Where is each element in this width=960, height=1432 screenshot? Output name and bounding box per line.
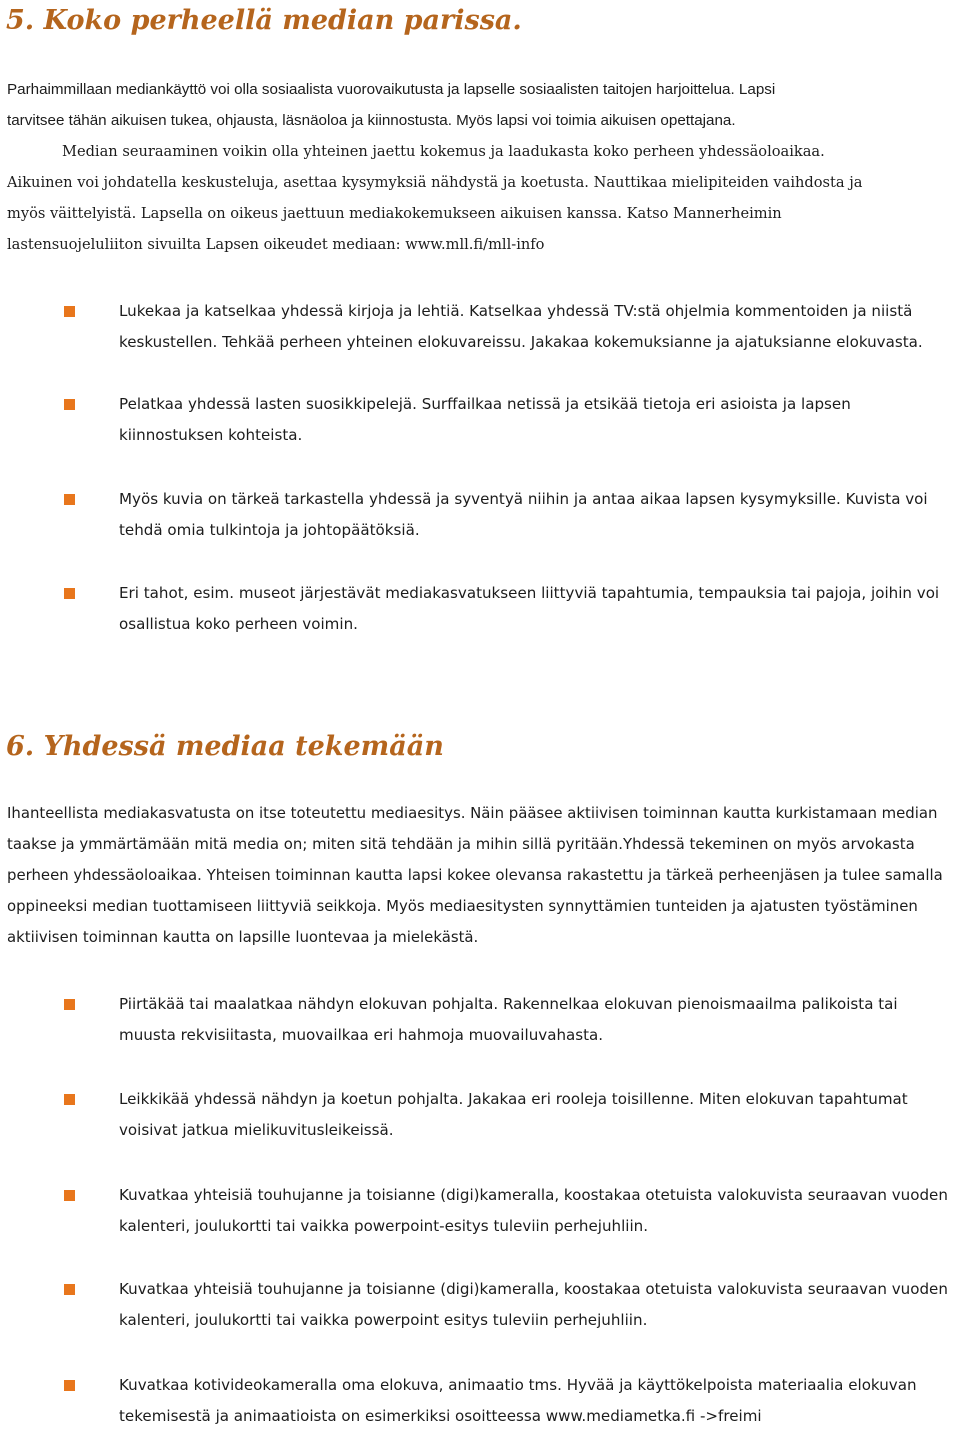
bullet-square-icon: [64, 399, 75, 410]
bullet-square-icon: [64, 1094, 75, 1105]
list-item-text: Piirtäkää tai maalatkaa nähdyn elokuvan pohjalta. Rakennelkaa elokuvan pienoismaailma palikoista tai muusta rekvisiitasta, muovailkaa eri hahmoja muovailuvahasta.: [119, 995, 898, 1044]
intro-line: Nauttikaa mielipiteiden vaihdosta ja: [588, 174, 863, 191]
list-item-text: Pelatkaa yhdessä lasten suosikkipelejä. Surffailkaa netissä ja etsikää tietoja eri asioista ja lapsen kiinnostuksen kohteista.: [119, 395, 851, 444]
list-item-text: Kuvatkaa kotivideokameralla oma elokuva, animaatio tms. Hyvää ja käyttökelpoista materiaalia elokuvan tekemisestä ja animaatioista on esimerkiksi osoitteessa www.mediametka.fi ->freimi: [119, 1376, 917, 1425]
list-item-text: Kuvatkaa yhteisiä touhujanne ja toisianne (digi)kameralla, koostakaa otetuista valokuvista seuraavan vuoden kalenteri, joulukortti tai vaikka powerpoint-esitys tuleviin perhejuhliin.: [119, 1186, 948, 1235]
list-item-text: Lukekaa ja katselkaa yhdessä kirjoja ja lehtiä. Katselkaa yhdessä TV:stä ohjelmia kommentoiden ja niistä keskustellen. Tehkää perheen yhteinen elokuvareissu. Jakakaa kokemuksianne ja ajatuksianne elokuvasta.: [119, 302, 923, 351]
list-item: [64, 1180, 959, 1242]
list-item: [64, 389, 959, 451]
list-item-text: Kuvatkaa yhteisiä touhujanne ja toisianne (digi)kameralla, koostakaa otetuista valokuvista seuraavan vuoden kalenteri, joulukortti tai vaikka powerpoint esitys tuleviin perhejuhliin.: [119, 1280, 948, 1329]
list-item: [64, 578, 959, 640]
bullet-square-icon: [64, 1284, 75, 1295]
bullet-square-icon: [64, 1190, 75, 1201]
intro-line: Lapsella on oikeus jaettuun mediakokemukseen aikuisen kanssa.: [136, 205, 623, 222]
list-item: [64, 296, 959, 358]
list-item-text: Myös kuvia on tärkeä tarkastella yhdessä ja syventyä niihin ja antaa aikaa lapsen kysymyksille. Kuvista voi tehdä omia tulkintoja ja johtopäätöksiä.: [119, 490, 928, 539]
bullet-square-icon: [64, 306, 75, 317]
bullet-square-icon: [64, 494, 75, 505]
section-6-paragraph: Ihanteellista mediakasvatusta on itse toteutettu mediaesitys. Näin pääsee aktiivisen toiminnan kautta kurkistamaan median taakse ja ymmärtämään mitä media on; miten sitä tehdään ja mihin sillä pyritään.Yhdessä tekeminen on myös arvokasta perheen yhdessäoloaikaa. Yhteisen toiminnan kautta lapsi kokee olevansa rakastettu ja tärkeä perheenjäsen ja tulee samalla oppineeksi median tuottamiseen liittyviä seikkoja. Myös mediaesitysten synnyttämien tunteiden ja ajatusten työstäminen aktiivisen toiminnan kautta on lapsille luontevaa ja mielekästä.: [7, 804, 943, 946]
section-5-heading: 5. Koko perheellä median parissa.: [6, 5, 522, 36]
bullet-square-icon: [64, 588, 75, 599]
section-5-intro: [7, 74, 957, 260]
intro-line: lastensuojeluliiton sivuilta Lapsen oikeudet mediaan: www.mll.fi/mll-info: [7, 236, 545, 253]
intro-line: Aikuinen voi johdatella keskusteluja, asettaa kysymyksiä nähdystä ja koetusta.: [7, 174, 589, 191]
section-6-heading: 6. Yhdessä mediaa tekemään: [6, 731, 444, 762]
list-item: [64, 1370, 959, 1432]
list-item-text: Eri tahot, esim. museot järjestävät mediakasvatukseen liittyviä tapahtumia, tempauksia tai pajoja, joihin voi osallistua koko perheen voimin.: [119, 584, 940, 633]
list-item-text: Leikkikää yhdessä nähdyn ja koetun pohjalta. Jakakaa eri rooleja toisillenne. Miten elokuvan tapahtumat voisivat jatkua mielikuvitusleikeissä.: [119, 1090, 908, 1139]
list-item: [64, 484, 959, 546]
list-item: [64, 1274, 959, 1336]
list-item: [64, 989, 959, 1051]
list-item: [64, 1084, 959, 1146]
intro-line: Parhaimmillaan mediankäyttö voi olla sosiaalista vuorovaikutusta ja lapselle sosiaalisten taitojen harjoittelua. Lapsi: [7, 81, 776, 98]
bullet-square-icon: [64, 1380, 75, 1391]
intro-line: myös väittelyistä.: [7, 205, 137, 222]
intro-line: tarvitsee tähän aikuisen tukea, ohjausta, läsnäoloa ja kiinnostusta. Myös lapsi voi toimia aikuisen opettajana.: [7, 112, 736, 129]
bullet-square-icon: [64, 999, 75, 1010]
intro-line: Katso Mannerheimin: [622, 205, 782, 222]
intro-line: Median seuraaminen voikin olla yhteinen jaettu kokemus ja laadukasta koko perheen yhdessäoloaikaa.: [62, 143, 825, 160]
